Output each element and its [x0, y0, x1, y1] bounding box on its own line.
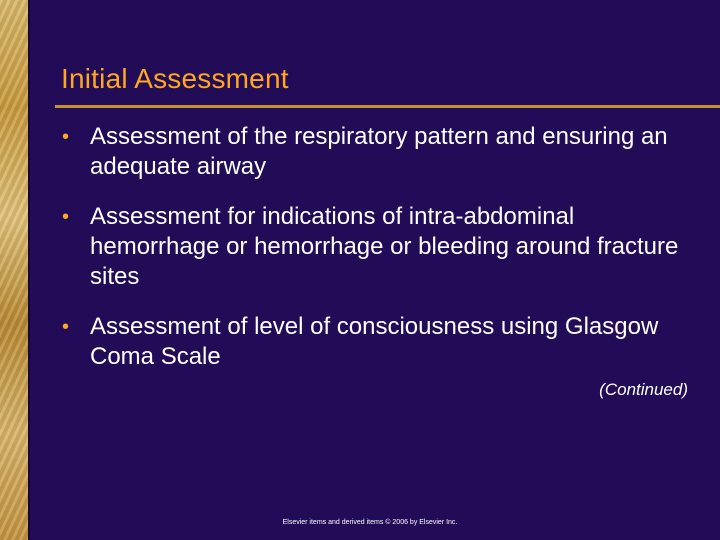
title-underline-rule: [55, 105, 720, 108]
copyright-footer: Elsevier items and derived items © 2006 by Elsevier Inc.: [282, 519, 458, 526]
decorative-side-strip: [0, 0, 28, 540]
bullet-text: Assessment of the respiratory pattern and ensuring an adequate airway: [90, 123, 668, 180]
bullet-list: [60, 122, 700, 392]
bullet-text: Assessment of level of consciousness using Glasgow Coma Scale: [90, 313, 659, 370]
continued-note: (Continued): [599, 380, 688, 399]
side-strip-edge: [28, 0, 30, 540]
bullet-dot-icon: •: [62, 206, 70, 228]
bullet-item: [60, 202, 700, 292]
bullet-item: [60, 312, 700, 372]
bullet-dot-icon: •: [62, 316, 70, 338]
slide-title: Initial Assessment: [61, 63, 289, 94]
bullet-item: [60, 122, 700, 182]
bullet-dot-icon: •: [62, 126, 70, 148]
bullet-text: Assessment for indications of intra-abdominal hemorrhage or hemorrhage or bleeding around fracture sites: [90, 203, 679, 290]
